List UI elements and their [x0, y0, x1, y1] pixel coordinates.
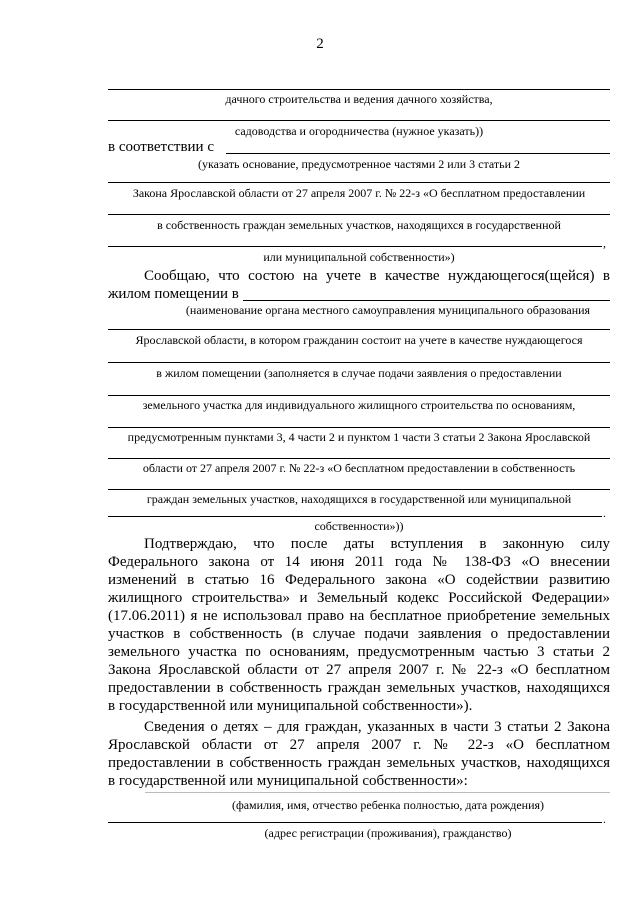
blank-line [108, 427, 610, 428]
field-caption: (фамилия, имя, отчество ребенка полностью, дата рождения) [231, 798, 545, 812]
paragraph-line: Ярославской области от 27 апреля 2007 г. № 22-з «О бесплатном [108, 737, 610, 753]
blank-line [108, 458, 610, 459]
blank-line [108, 214, 610, 215]
trailing-mark: , [603, 236, 606, 250]
blank-line [108, 516, 602, 517]
blank-line [108, 329, 610, 330]
blank-line [108, 246, 602, 247]
trailing-mark: . [603, 506, 606, 520]
field-caption: Ярославской области, в котором гражданин состоит на учете в качестве нуждающегося [135, 333, 583, 347]
field-caption: или муниципальной собственности») [263, 250, 455, 264]
blank-line [243, 300, 610, 301]
paragraph-line: (17.06.2011) я не использовал право на бесплатное приобретение земельных [108, 608, 610, 624]
field-caption: собственности»)) [314, 519, 404, 533]
paragraph-line: в государственной или муниципальной собственности»). [108, 698, 473, 714]
field-caption: Закона Ярославской области от 27 апреля 2007 г. № 22-з «О бесплатном предоставлении [132, 186, 586, 200]
blank-line [108, 120, 610, 121]
paragraph-line: в государственной или муниципальной собственности»: [108, 773, 468, 789]
paragraph-line: Закона Ярославской области от 27 апреля 2007 г. № 22-з «О бесплатном [108, 662, 610, 678]
paragraph-line: земельного участка по основаниям, предусмотренным частью 3 статьи 2 [108, 644, 610, 660]
blank-line [108, 89, 610, 90]
paragraph-line: Подтверждаю, что после даты вступления в законную силу [144, 536, 610, 552]
paragraph-line: участков в собственность (в случае подачи заявления о предоставлении [108, 626, 610, 642]
blank-line [108, 489, 610, 490]
paragraph-line: Сообщаю, что состою на учете в качестве нуждающегося(щейся) в [144, 268, 610, 284]
blank-line [108, 182, 610, 183]
field-caption: садоводства и огородничества (нужное указать)) [234, 124, 484, 138]
field-caption: дачного строительства и ведения дачного хозяйства, [225, 92, 493, 106]
paragraph-line: предоставлении в собственность граждан земельных участков, находящихся [108, 755, 610, 771]
paragraph-line: изменений в статью 16 Федерального закона «О содействии развитию [108, 572, 610, 588]
field-caption: в собственность граждан земельных участков, находящихся в государственной [157, 218, 561, 232]
field-caption: (адрес регистрации (проживания), гражданство) [264, 826, 512, 840]
field-caption: граждан земельных участков, находящихся в государственной или муниципальной [146, 492, 572, 506]
paragraph-line: жилищного строительства» и Земельный кодекс Российской Федерации» [108, 590, 610, 606]
field-caption: в жилом помещении (заполняется в случае подачи заявления о предоставлении [156, 366, 562, 380]
field-label: жилом помещении в [108, 286, 239, 302]
page-number: 2 [316, 36, 324, 52]
blank-line [226, 153, 610, 154]
field-label: в соответствии с [108, 139, 214, 155]
blank-line [145, 792, 610, 793]
paragraph-line: Федерального закона от 14 июня 2011 года № 138-ФЗ «О внесении [108, 554, 610, 570]
blank-line [108, 362, 610, 363]
paragraph-line: Сведения о детях – для граждан, указанных в части 3 статьи 2 Закона [144, 719, 610, 735]
field-caption: (наименование органа местного самоуправления муниципального образования [185, 303, 591, 317]
trailing-mark: . [603, 812, 606, 826]
blank-line [108, 395, 610, 396]
field-caption: земельного участка для индивидуального жилищного строительства по основаниям, [142, 398, 576, 412]
field-caption: (указать основание, предусмотренное частями 2 или 3 статьи 2 [198, 157, 520, 171]
field-caption: предусмотренным пунктами 3, 4 части 2 и пунктом 1 части 3 статьи 2 Закона Ярославской [127, 430, 591, 444]
paragraph-line: предоставлении в собственность граждан земельных участков, находящихся [108, 680, 610, 696]
field-caption: области от 27 апреля 2007 г. № 22-з «О бесплатном предоставлении в собственность [142, 461, 576, 475]
blank-line [108, 822, 602, 823]
